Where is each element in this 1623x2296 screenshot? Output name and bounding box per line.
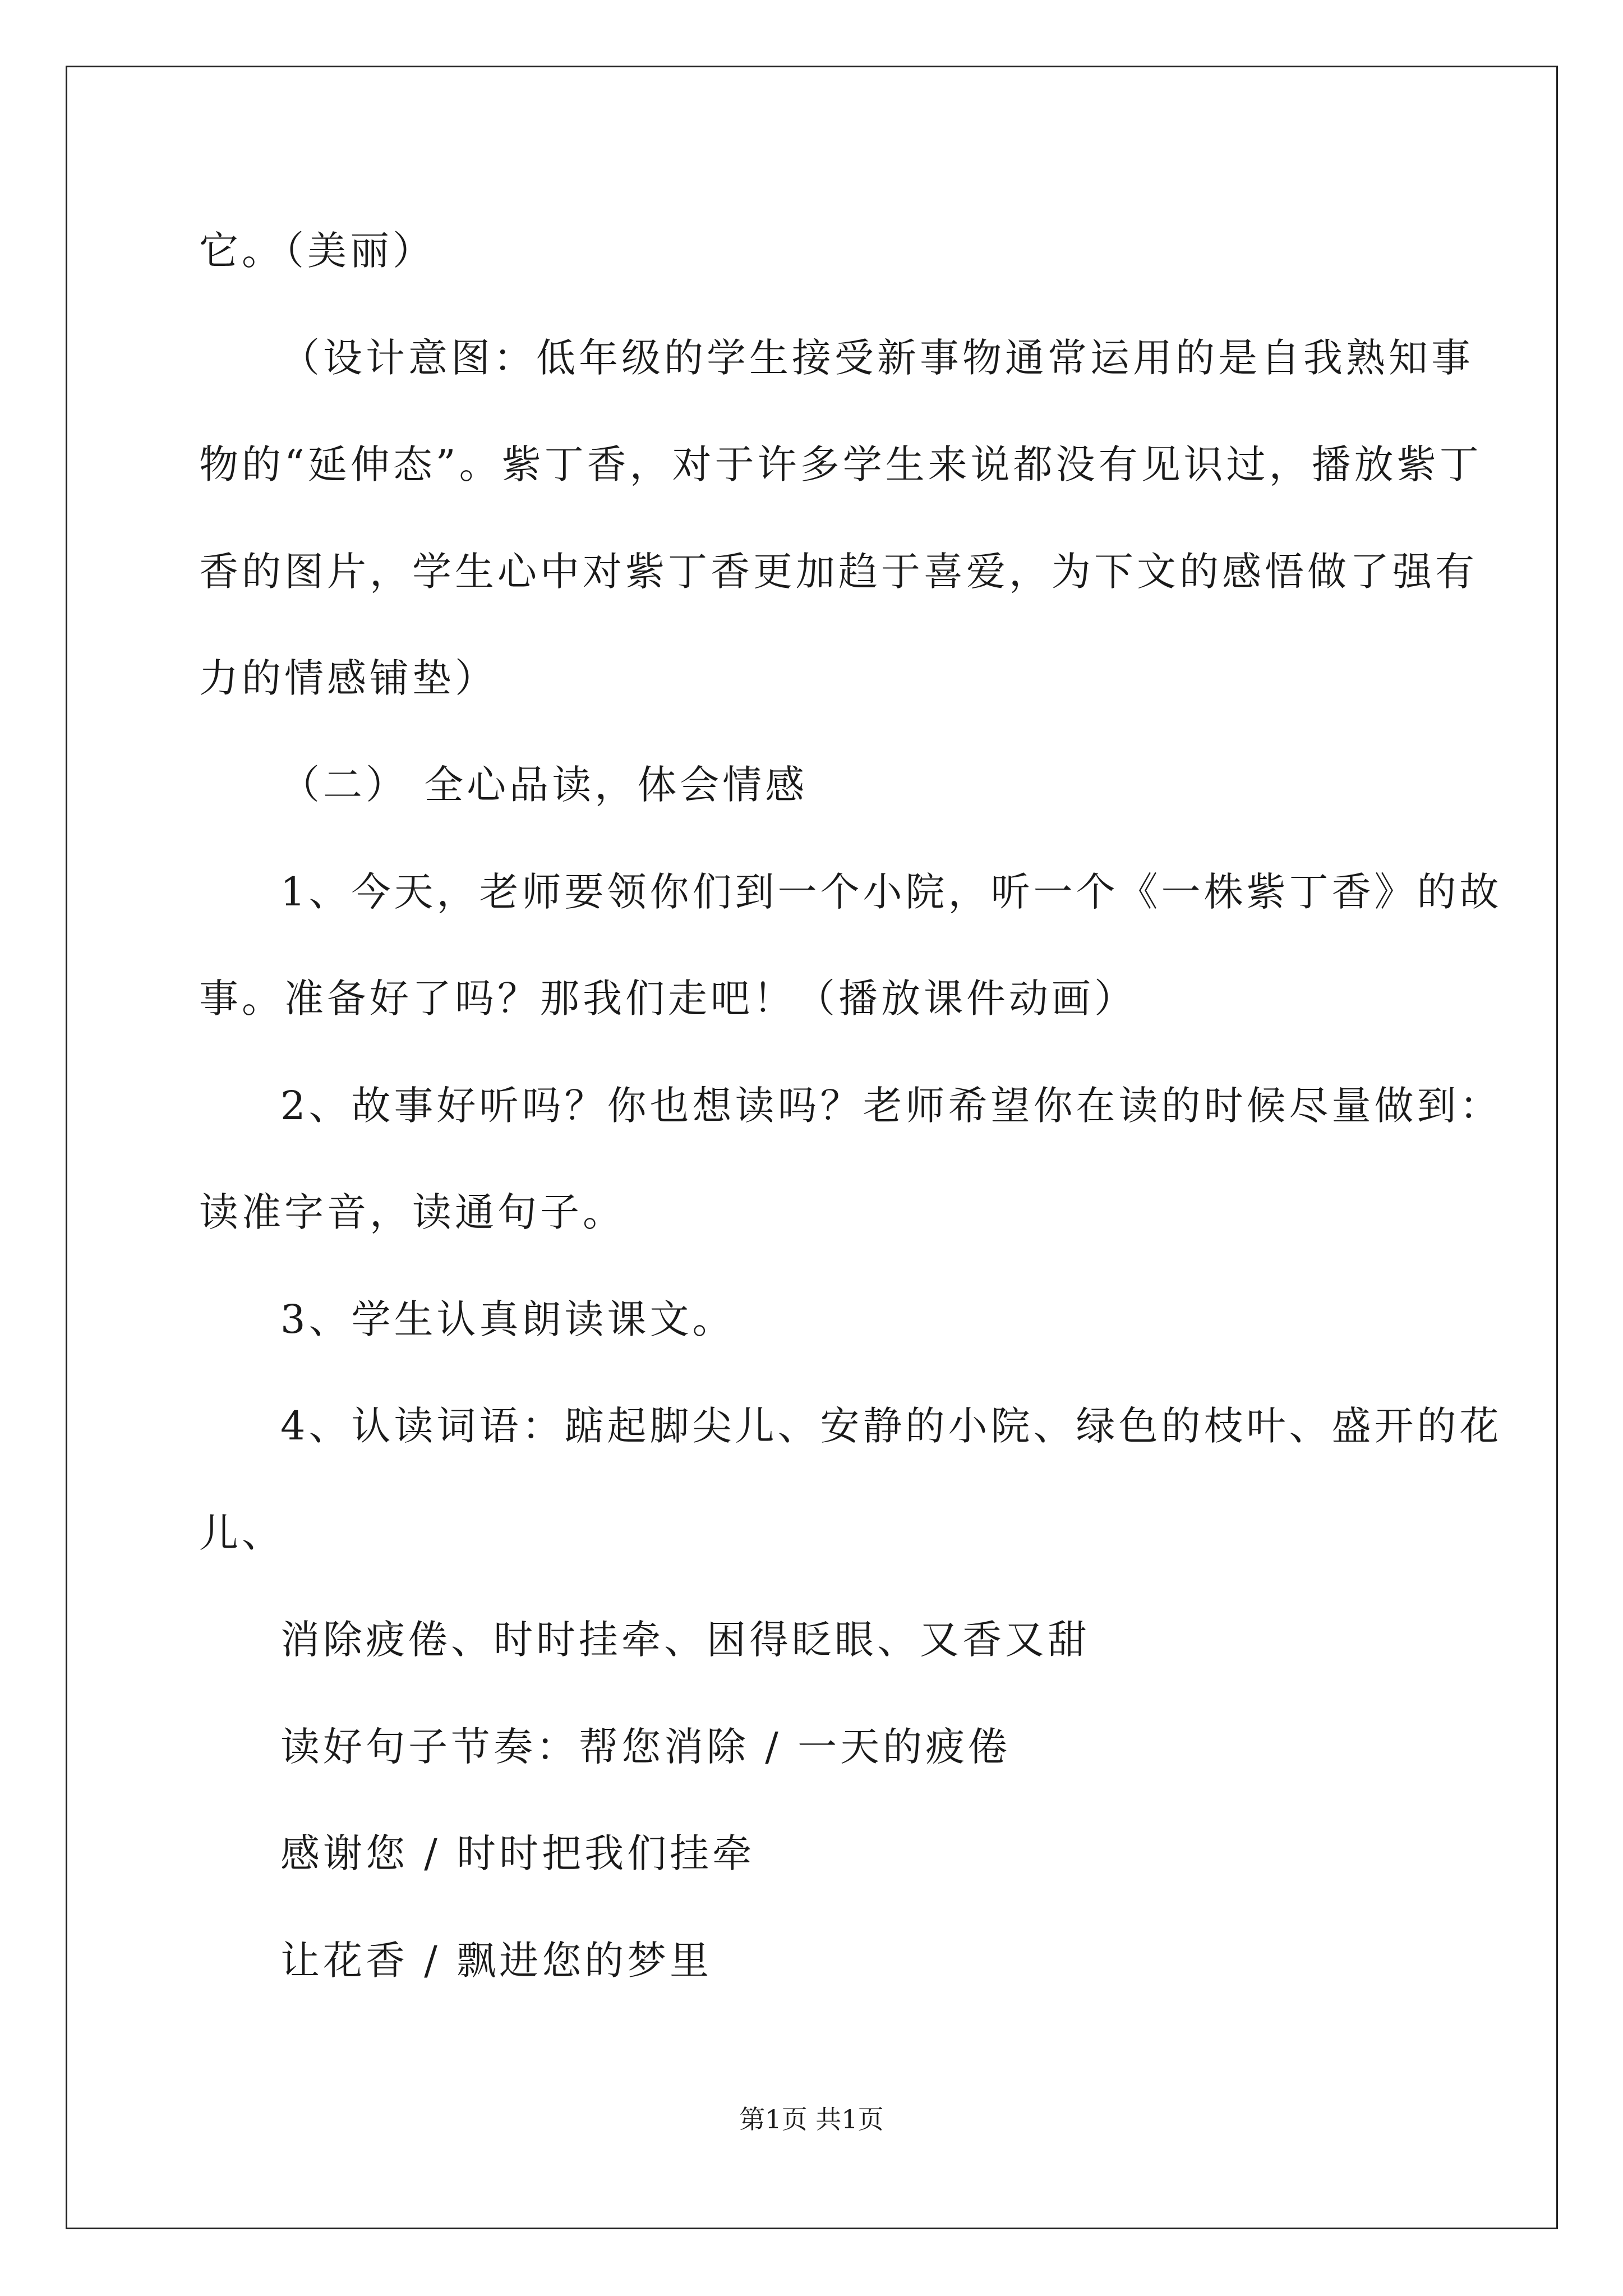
text-line: 让花香 / 飘进您的梦里: [280, 1938, 713, 1984]
text-line: 儿、: [199, 1510, 284, 1556]
section-heading: （二） 全心品读，体会情感: [280, 762, 808, 808]
text-line: 感谢您 / 时时把我们挂牵: [280, 1830, 755, 1876]
text-line: 力的情感铺垫）: [199, 655, 497, 701]
page-footer: 第1页 共1页: [739, 2104, 884, 2134]
text-line: 3、学生认真朗读课文。: [280, 1296, 735, 1342]
page-frame: [66, 66, 1558, 2229]
text-line: 2、故事好听吗？你也想读吗？老师希望你在读的时候尽量做到：: [280, 1083, 1502, 1129]
text-line: 香的图片，学生心中对紫丁香更加趋于喜爱，为下文的感悟做了强有: [199, 549, 1478, 595]
text-line: 物的“延伸态”。紫丁香，对于许多学生来说都没有见识过，播放紫丁: [199, 441, 1482, 487]
text-line: 它。（美丽）: [199, 228, 435, 274]
text-line: 读准字音，读通句子。: [199, 1189, 625, 1235]
text-line: 读好句子节奏：帮您消除 / 一天的疲倦: [280, 1724, 1011, 1770]
text-line: （设计意图：低年级的学生接受新事物通常运用的是自我熟知事: [280, 335, 1474, 381]
text-line: 消除疲倦、时时挂牵、困得眨眼、又香又甜: [280, 1617, 1090, 1663]
text-line: 事。准备好了吗？那我们走吧！（播放课件动画）: [199, 976, 1137, 1022]
text-line: 1、今天，老师要领你们到一个小院，听一个《一株紫丁香》的故: [280, 869, 1502, 915]
text-line: 4、认读词语：踮起脚尖儿、安静的小院、绿色的枝叶、盛开的花: [280, 1403, 1502, 1449]
